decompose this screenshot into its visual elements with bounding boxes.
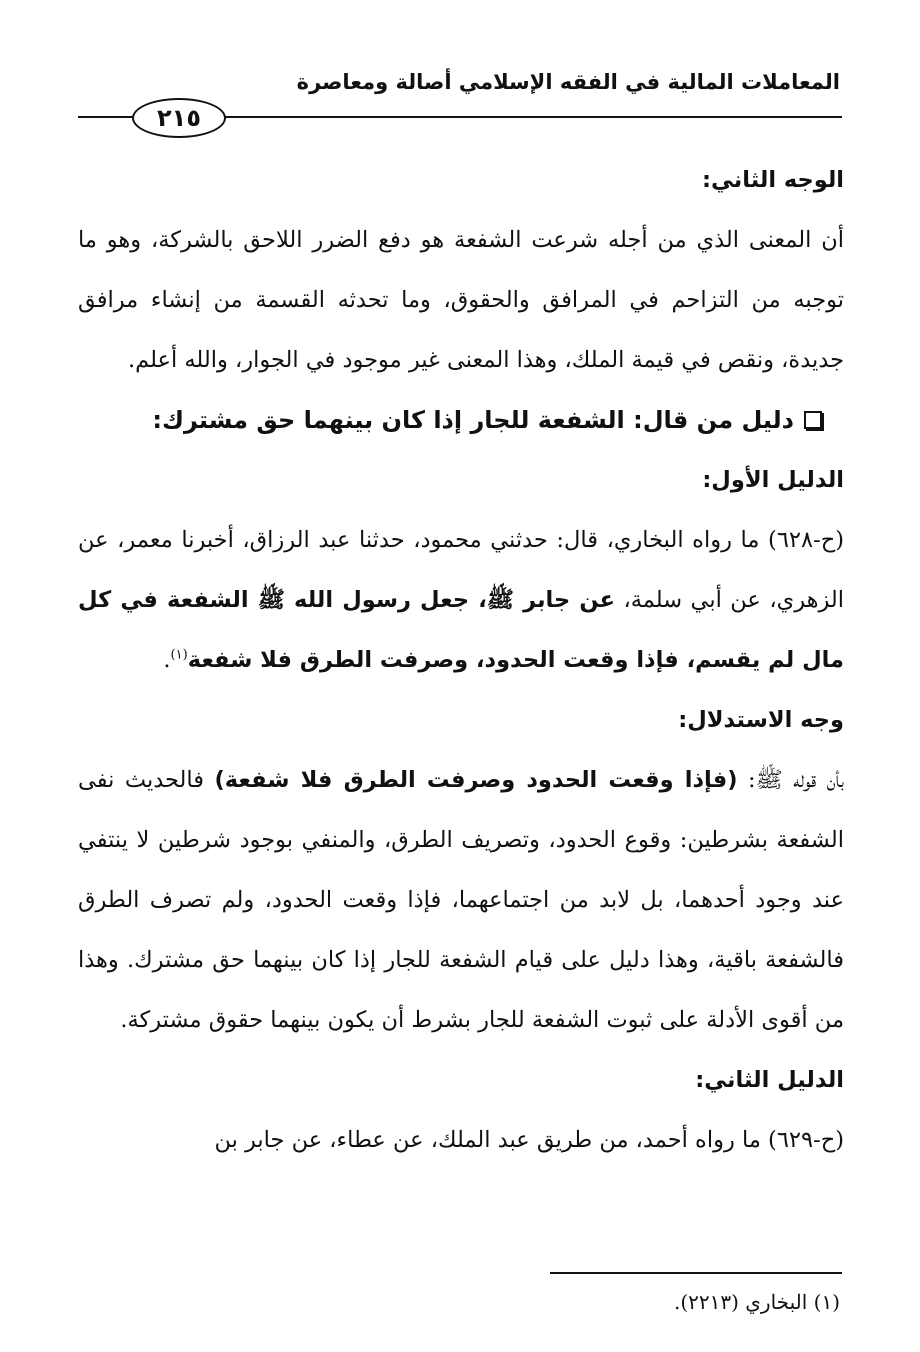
page-number: ٢١٥: [132, 98, 226, 138]
running-head: المعاملات المالية في الفقه الإسلامي أصالة ومعاصرة: [296, 70, 840, 94]
paragraph-inference: [78, 750, 844, 1050]
paragraph-meaning: أن المعنى الذي من أجله شرعت الشفعة هو دفع الضرر اللاحق بالشركة، وهو ما توجبه من التزاحم في المرافق والحقوق، وما تحدثه القسمة من إنشاء مرافق جديدة، ونقص في قيمة الملك، وهذا المعنى غير موجود في الجوار، والله أعلم.: [78, 227, 844, 373]
body-text: [78, 150, 844, 1170]
heading-inference: وجه الاستدلال:: [678, 707, 844, 733]
heading-first-evidence: الدليل الأول:: [702, 467, 844, 493]
section-title: [78, 390, 844, 450]
section-title-text: دليل من قال: الشفعة للجار إذا كان بينهما حق مشترك:: [152, 406, 794, 434]
heading-second-evidence: الدليل الثاني:: [695, 1067, 844, 1093]
footnote: (١) البخاري (٢٢١٣).: [673, 1290, 840, 1314]
footnote-ref: (١): [170, 647, 188, 663]
footnote-rule: [550, 1272, 842, 1274]
paragraph-hadith-629: (ح-٦٢٩) ما رواه أحمد، من طريق عبد الملك، عن عطاء، عن جابر بن: [214, 1127, 844, 1153]
hadith-628-chain: (ح-٦٢٨) ما رواه البخاري، قال: حدثني محمود، حدثنا عبد الرزاق، أخبرنا معمر، عن الزهري، عن أبي سلمة،: [78, 527, 844, 613]
inference-intro: بأن قوله ﷺ:: [737, 767, 844, 793]
hadith-628-text: عن جابر ﷺ، جعل رسول الله ﷺ الشفعة في كل مال لم يقسم، فإذا وقعت الحدود، وصرفت الطرق فلا شفعة: [78, 587, 844, 673]
paragraph-hadith-628: [78, 510, 844, 690]
inference-quote: (فإذا وقعت الحدود وصرفت الطرق فلا شفعة): [214, 767, 738, 793]
square-bullet-icon: [804, 411, 822, 429]
inference-body: فالحديث نفى الشفعة بشرطين: وقوع الحدود، وتصريف الطرق، والمنفي بوجود شرطين لا ينتفي عند وجود أحدهما، بل لابد من اجتماعهما، فإذا وقعت الحدود، ولم تصرف الطرق فالشفعة باقية، وهذا دليل على قيام الشفعة للجار إذا كان بينهما حق مشترك. وهذا من أقوى الأدلة على ثبوت الشفعة للجار بشرط أن يكون بينهما حقوق مشتركة.: [78, 767, 844, 1033]
hadith-628-end: .: [163, 647, 171, 673]
heading-second-aspect: الوجه الثاني:: [702, 167, 844, 193]
